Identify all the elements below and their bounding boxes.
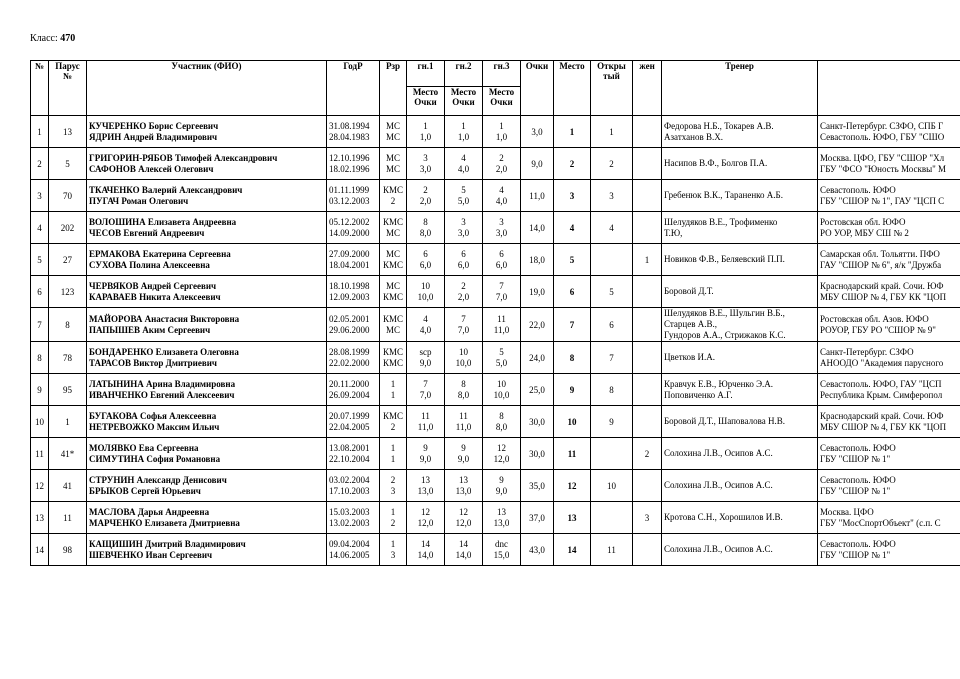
sail-number: 78 [49,342,87,374]
sail-number: 1 [49,406,87,438]
women-place: 3 [633,502,662,534]
race3-result: 3 3,0 [483,212,521,244]
row-num: 5 [31,244,49,276]
row-num: 4 [31,212,49,244]
race2-result: 2 2,0 [445,276,483,308]
table-row [31,534,960,566]
women-place [633,534,662,566]
race1-result: 7 7,0 [407,374,445,406]
results-table [30,60,960,566]
race3-result: 9 9,0 [483,470,521,502]
race1-result: 12 12,0 [407,502,445,534]
coach-names: Федорова Н.Б., Токарев А.В. Азатханов В.Х. [662,116,818,148]
table-body [31,116,960,566]
table-row [31,180,960,212]
coach-names: Шелудяков В.Е., Шульгин В.Б., Старцев А.В., Гундоров А.А., Стрижаков К.С. [662,308,818,342]
col-women: жен [633,61,662,116]
race2-result: 7 7,0 [445,308,483,342]
race3-result: 7 7,0 [483,276,521,308]
final-place: 1 [554,116,591,148]
sport-ranks: 1 1 [380,438,407,470]
row-num: 9 [31,374,49,406]
race1-result: 9 9,0 [407,438,445,470]
open-place: 5 [591,276,633,308]
coach-names: Шелудяков В.Е., Трофименко Т.Ю, [662,212,818,244]
women-place: 2 [633,438,662,470]
region-org: Самарская обл. Тольятти. ПФО ГАУ "СШОР № 6", я/к "Дружба [818,244,960,276]
class-value: 470 [60,33,76,44]
open-place: 8 [591,374,633,406]
race1-result: scp 9,0 [407,342,445,374]
region-org: Краснодарский край. Сочи. ЮФ МБУ СШОР № 4, ГБУ КК "ЦОП [818,406,960,438]
coach-names: Гребенюк В.К., Тараненко А.Б. [662,180,818,212]
row-num: 10 [31,406,49,438]
col-race1-sub: Место Очки [407,87,445,116]
total-points: 14,0 [521,212,554,244]
women-place: 1 [633,244,662,276]
race1-result: 6 6,0 [407,244,445,276]
sail-number: 11 [49,502,87,534]
open-place: 1 [591,116,633,148]
race3-result: 6 6,0 [483,244,521,276]
race2-result: 5 5,0 [445,180,483,212]
table-row [31,212,960,244]
table-row [31,308,960,342]
race1-result: 10 10,0 [407,276,445,308]
region-org: Санкт-Петербург. СЗФО, СПБ Г Севастополь. ЮФО, ГБУ "СШО [818,116,960,148]
sport-ranks: МС МС [380,116,407,148]
sport-ranks: КМС 2 [380,406,407,438]
participant-names: СТРУНИН Александр Денисович БРЫКОВ Сергей Юрьевич [87,470,327,502]
table-row [31,502,960,534]
table-row [31,438,960,470]
coach-names: Солохина Л.В., Осипов А.С. [662,470,818,502]
race2-result: 11 11,0 [445,406,483,438]
birth-dates: 20.07.1999 22.04.2005 [327,406,380,438]
region-org: Севастополь. ЮФО, ГАУ "ЦСП Республика Крым. Симферопол [818,374,960,406]
race2-result: 12 12,0 [445,502,483,534]
coach-names: Солохина Л.В., Осипов А.С. [662,534,818,566]
participant-names: ЕРМАКОВА Екатерина Сергеевна СУХОВА Полина Алексеевна [87,244,327,276]
total-points: 19,0 [521,276,554,308]
final-place: 8 [554,342,591,374]
col-rank: Рзр [380,61,407,116]
col-coach: Тренер [662,61,818,116]
birth-dates: 09.04.2004 14.06.2005 [327,534,380,566]
race3-result: 2 2,0 [483,148,521,180]
total-points: 25,0 [521,374,554,406]
final-place: 11 [554,438,591,470]
region-org: Севастополь. ЮФО ГБУ "СШОР № 1" [818,438,960,470]
participant-names: МАСЛОВА Дарья Андреевна МАРЧЕНКО Елизавета Дмитриевна [87,502,327,534]
total-points: 3,0 [521,116,554,148]
sail-number: 41* [49,438,87,470]
table-row [31,342,960,374]
final-place: 13 [554,502,591,534]
region-org: Севастополь. ЮФО ГБУ "СШОР № 1", ГАУ "ЦСП С [818,180,960,212]
race1-result: 3 3,0 [407,148,445,180]
race3-result: 11 11,0 [483,308,521,342]
race2-result: 3 3,0 [445,212,483,244]
race3-result: 13 13,0 [483,502,521,534]
sail-number: 123 [49,276,87,308]
col-place: Место [554,61,591,116]
race2-result: 1 1,0 [445,116,483,148]
col-birth: ГодР [327,61,380,116]
women-place [633,406,662,438]
table-header-row [31,61,960,87]
race2-result: 10 10,0 [445,342,483,374]
sail-number: 8 [49,308,87,342]
open-place: 6 [591,308,633,342]
total-points: 35,0 [521,470,554,502]
col-num: № [31,61,49,116]
row-num: 13 [31,502,49,534]
row-num: 8 [31,342,49,374]
final-place: 7 [554,308,591,342]
table-row [31,374,960,406]
open-place [591,502,633,534]
table-row [31,116,960,148]
total-points: 22,0 [521,308,554,342]
row-num: 12 [31,470,49,502]
coach-names: Насипов В.Ф., Болгов П.А. [662,148,818,180]
sail-number: 27 [49,244,87,276]
final-place: 2 [554,148,591,180]
table-row [31,470,960,502]
coach-names: Кротова С.Н., Хорошилов И.В. [662,502,818,534]
participant-names: ВОЛОШИНА Елизавета Андреевна ЧЕСОВ Евгений Андреевич [87,212,327,244]
final-place: 9 [554,374,591,406]
region-org: Москва. ЦФО ГБУ "МосСпортОбъект" (с.п. С [818,502,960,534]
total-points: 18,0 [521,244,554,276]
sail-number: 95 [49,374,87,406]
open-place [591,438,633,470]
region-org: Севастополь. ЮФО ГБУ "СШОР № 1" [818,470,960,502]
region-org: Санкт-Петербург. СЗФО АНООДО "Академия парусного [818,342,960,374]
birth-dates: 20.11.2000 26.09.2004 [327,374,380,406]
region-org: Севастополь. ЮФО ГБУ "СШОР № 1" [818,534,960,566]
final-place: 5 [554,244,591,276]
participant-names: МАЙОРОВА Анастасия Викторовна ПАПЫШЕВ Аким Сергеевич [87,308,327,342]
open-place: 7 [591,342,633,374]
sport-ranks: 2 3 [380,470,407,502]
sail-number: 70 [49,180,87,212]
total-points: 11,0 [521,180,554,212]
open-place: 11 [591,534,633,566]
coach-names: Боровой Д.Т., Шаповалова Н.В. [662,406,818,438]
row-num: 2 [31,148,49,180]
sail-number: 5 [49,148,87,180]
sail-number: 13 [49,116,87,148]
participant-names: ТКАЧЕНКО Валерий Александрович ПУГАЧ Роман Олегович [87,180,327,212]
col-race2: гн.2 [445,61,483,87]
race1-result: 2 2,0 [407,180,445,212]
row-num: 14 [31,534,49,566]
birth-dates: 27.09.2000 18.04.2001 [327,244,380,276]
participant-names: МОЛЯВКО Ева Сергеевна СИМУТИНА София Романовна [87,438,327,470]
region-org: Ростовская обл. ЮФО РО УОР, МБУ СШ № 2 [818,212,960,244]
sport-ranks: МС КМС [380,276,407,308]
total-points: 30,0 [521,438,554,470]
birth-dates: 28.08.1999 22.02.2000 [327,342,380,374]
women-place [633,276,662,308]
birth-dates: 31.08.1994 28.04.1983 [327,116,380,148]
region-org: Ростовская обл. Азов. ЮФО РОУОР, ГБУ РО "СШОР № 9" [818,308,960,342]
col-race3-sub: Место Очки [483,87,521,116]
race1-result: 1 1,0 [407,116,445,148]
sport-ranks: КМС 2 [380,180,407,212]
women-place [633,374,662,406]
coach-names: Цветков И.А. [662,342,818,374]
region-org: Москва. ЦФО, ГБУ "СШОР "Хл ГБУ "ФСО "Юность Москвы" М [818,148,960,180]
final-place: 10 [554,406,591,438]
final-place: 3 [554,180,591,212]
birth-dates: 12.10.1996 18.02.1996 [327,148,380,180]
race3-result: 4 4,0 [483,180,521,212]
race2-result: 8 8,0 [445,374,483,406]
open-place: 2 [591,148,633,180]
sport-ranks: КМС МС [380,212,407,244]
participant-names: КАЩИШИН Дмитрий Владимирович ШЕВЧЕНКО Иван Сергеевич [87,534,327,566]
sport-ranks: 1 3 [380,534,407,566]
final-place: 4 [554,212,591,244]
total-points: 30,0 [521,406,554,438]
race2-result: 14 14,0 [445,534,483,566]
final-place: 14 [554,534,591,566]
participant-names: ЧЕРВЯКОВ Андрей Сергеевич КАРАВАЕВ Никита Алексеевич [87,276,327,308]
col-participant: Участник (ФИО) [87,61,327,116]
col-sail: Парус № [49,61,87,116]
race3-result: 12 12,0 [483,438,521,470]
race1-result: 13 13,0 [407,470,445,502]
table-row [31,148,960,180]
race1-result: 11 11,0 [407,406,445,438]
race2-result: 6 6,0 [445,244,483,276]
total-points: 43,0 [521,534,554,566]
sport-ranks: КМС МС [380,308,407,342]
table-row [31,244,960,276]
coach-names: Кравчук Е.В., Юрченко Э.А. Поповиченко А.Г. [662,374,818,406]
women-place [633,308,662,342]
race3-result: 1 1,0 [483,116,521,148]
region-org: Краснодарский край. Сочи. ЮФ МБУ СШОР № 4, ГБУ КК "ЦОП [818,276,960,308]
sport-ranks: 1 1 [380,374,407,406]
birth-dates: 05.12.2002 14.09.2000 [327,212,380,244]
birth-dates: 15.03.2003 13.02.2003 [327,502,380,534]
race3-result: 10 10,0 [483,374,521,406]
race3-result: 8 8,0 [483,406,521,438]
sport-ranks: 1 2 [380,502,407,534]
women-place [633,470,662,502]
final-place: 6 [554,276,591,308]
race1-result: 8 8,0 [407,212,445,244]
women-place [633,148,662,180]
sport-ranks: МС МС [380,148,407,180]
table-row [31,406,960,438]
participant-names: ГРИГОРИН-РЯБОВ Тимофей Александрович САФОНОВ Алексей Олегович [87,148,327,180]
open-place: 9 [591,406,633,438]
col-points: Очки [521,61,554,116]
birth-dates: 13.08.2001 22.10.2004 [327,438,380,470]
open-place [591,244,633,276]
women-place [633,342,662,374]
race2-result: 9 9,0 [445,438,483,470]
sport-ranks: КМС КМС [380,342,407,374]
open-place: 4 [591,212,633,244]
total-points: 37,0 [521,502,554,534]
col-race2-sub: Место Очки [445,87,483,116]
race1-result: 4 4,0 [407,308,445,342]
sport-ranks: МС КМС [380,244,407,276]
row-num: 7 [31,308,49,342]
participant-names: БУГАКОВА Софья Алексеевна НЕТРЕВОЖКО Максим Ильич [87,406,327,438]
sail-number: 98 [49,534,87,566]
total-points: 9,0 [521,148,554,180]
row-num: 6 [31,276,49,308]
col-open: Откры тый [591,61,633,116]
class-label [30,33,75,44]
open-place: 10 [591,470,633,502]
race1-result: 14 14,0 [407,534,445,566]
coach-names: Новиков Ф.В., Беляевский П.П. [662,244,818,276]
race2-result: 4 4,0 [445,148,483,180]
final-place: 12 [554,470,591,502]
col-region [818,61,960,116]
women-place [633,116,662,148]
birth-dates: 18.10.1998 12.09.2003 [327,276,380,308]
women-place [633,212,662,244]
participant-names: КУЧЕРЕНКО Борис Сергеевич ЯДРИН Андрей Владимирович [87,116,327,148]
race3-result: dnc 15,0 [483,534,521,566]
birth-dates: 02.05.2001 29.06.2000 [327,308,380,342]
col-race1: гн.1 [407,61,445,87]
race3-result: 5 5,0 [483,342,521,374]
women-place [633,180,662,212]
total-points: 24,0 [521,342,554,374]
race2-result: 13 13,0 [445,470,483,502]
participant-names: ЛАТЫНИНА Арина Владимировна ИВАНЧЕНКО Евгений Алексеевич [87,374,327,406]
coach-names: Солохина Л.В., Осипов А.С. [662,438,818,470]
birth-dates: 01.11.1999 03.12.2003 [327,180,380,212]
participant-names: БОНДАРЕНКО Елизавета Олеговна ТАРАСОВ Виктор Дмитриевич [87,342,327,374]
table-row [31,276,960,308]
open-place: 3 [591,180,633,212]
row-num: 11 [31,438,49,470]
row-num: 3 [31,180,49,212]
col-race3: гн.3 [483,61,521,87]
sail-number: 202 [49,212,87,244]
row-num: 1 [31,116,49,148]
sail-number: 41 [49,470,87,502]
class-label-text: Класс: [30,33,58,44]
coach-names: Боровой Д.Т. [662,276,818,308]
birth-dates: 03.02.2004 17.10.2003 [327,470,380,502]
